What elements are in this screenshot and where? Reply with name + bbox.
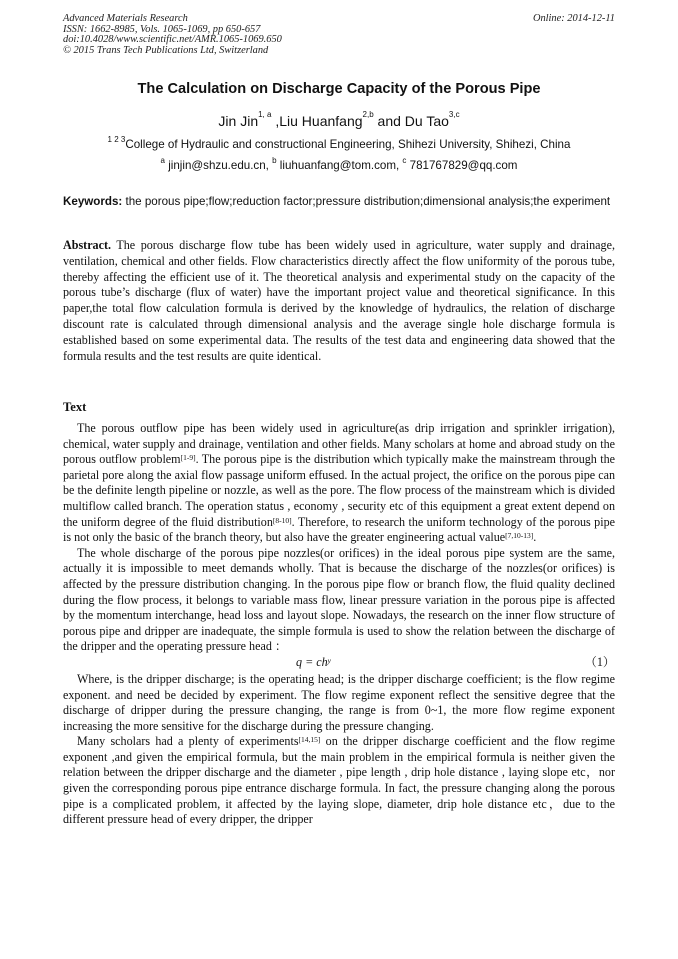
copyright-line: © 2015 Trans Tech Publications Ltd, Switzerland xyxy=(63,44,269,56)
doi-line: doi:10.4028/www.scientific.net/AMR.1065-1069.650 xyxy=(63,34,282,46)
keywords-label: Keywords: xyxy=(63,195,123,208)
email-link[interactable]: liuhuanfang@tom.com, xyxy=(276,159,403,172)
email-sup: a xyxy=(160,156,165,165)
journal-name: Advanced Materials Research xyxy=(63,13,188,24)
citation[interactable]: [1-9] xyxy=(180,453,196,463)
citation[interactable]: [8-10] xyxy=(272,515,292,525)
citation[interactable]: [14,15] xyxy=(298,735,321,745)
author-sup: 1, a xyxy=(258,110,272,119)
citation[interactable]: [7,10-13] xyxy=(505,531,534,541)
abstract-text: The porous discharge flow tube has been widely used in agriculture, water supply and drainage, ventilation, chemical and other fields. Flow characteristics directly affect the flow uniformity of the porous tube, thereby affecting the efficient use of it. The theoretical analysis and experimental study on the capacity of the porous tube’s discharge (flux of water) have the important project value and theoretical significance. In this paper,the total flow calculation formula is derived by the knowledge of hydraulics, the relation of discharge discount rate is calculated through dimensional analysis and the average single hole discharge formula is established based on some experimental data. The results of the test data and engineering data showed that the formula results and the test results are quite identical. xyxy=(63,238,615,363)
equation-exponent: y xyxy=(327,655,332,665)
author-sup: 3,c xyxy=(448,110,460,119)
abstract-label: Abstract. xyxy=(63,238,112,252)
text-run: . xyxy=(533,530,537,545)
email-link[interactable]: jinjin@shzu.edu.cn, xyxy=(164,159,273,172)
equation-number: （1） xyxy=(584,654,615,669)
paragraph xyxy=(63,734,615,828)
author-name: ,Liu Huanfang xyxy=(271,113,363,129)
section-heading: Text xyxy=(63,400,87,414)
online-date: Online: 2014-12-11 xyxy=(532,13,615,24)
affiliation xyxy=(63,135,615,151)
keywords-text: the porous pipe;flow;reduction factor;pressure distribution;dimensional analysis;the experiment xyxy=(122,195,611,208)
paragraph: The whole discharge of the porous pipe nozzles(or orifices) in the ideal porous pipe system are the same, actually it is impossible to meet demands wholly. That is because the discharge of the nozzles(or orifices) is affected by the pressure distribution changing. In the porous pipe flow or branch flow, the fluid quality declined during the flow process, it belongs to variable mass flow, linear pressure variation in the porous pipe is affected by the momentum interchange, head loss and layout slope. Nowadays, the research on the inner flow structure of porous pipe and dripper are inadequate, the simple formula is used to show the relation between the discharge of the dripper and the operating pressure head ： xyxy=(63,545,615,654)
equation-lhs: q = ch xyxy=(296,654,328,669)
keywords xyxy=(63,195,615,209)
author-name: Jin Jin xyxy=(218,113,259,129)
affiliation-sup: 1 2 3 xyxy=(107,135,126,144)
paragraph xyxy=(63,421,615,546)
text-run: on the dripper discharge coefficient and the flow regime exponent ,and given the empirical formula, but the main problem in the empirical formula is neither given the relation between the dripper discharge and the diameter , pipe length , drip hole distance , laying slope etc，nor given the corresponding porous pipe entrance discharge formula. In fact, the pressure changing along the porous pipe is a complicated problem, it affected by the laying slope, diameter, drip hole distance etc，due to the different pressure head of every dripper, the dripper xyxy=(63,734,615,827)
body-text xyxy=(63,421,615,828)
author-list xyxy=(63,110,615,129)
text-run: . Therefore, to research the uniform technology of the porous pipe is not only the basic of the branch theory, but also have the greater engineering actual value xyxy=(63,514,615,545)
abstract xyxy=(63,238,615,364)
email-sup: b xyxy=(272,156,277,165)
email-link[interactable]: 781767829@qq.com xyxy=(406,159,518,172)
equation-formula xyxy=(296,655,331,671)
affiliation-text: College of Hydraulic and constructional Engineering, Shihezi University, Shihezi, China xyxy=(125,138,571,151)
author-name: and Du Tao xyxy=(373,113,449,129)
text-run: . The porous pipe is the distribution which typically make the mainstream through the parietal pore along the axial flow passage uniform effused. In the actual project, the orifice on the porous pipe can be the definite length pipeline or nozzle, as well as the pore. The flow process of the mainstream which is divided multiflow called branch. The operation status , economy , security etc of this equipment a great extent depend on the uniform degree of the fluid distribution xyxy=(63,452,615,529)
text-run: Many scholars had a plenty of experiments xyxy=(77,734,299,749)
equation xyxy=(63,655,615,672)
paragraph: Where, is the dripper discharge; is the operating head; is the dripper discharge coefficient; is the flow regime exponent. and need be decided by experiment. The flow regime exponent reflect the sensitive degree that the discharge of dripper during the pressure changing, the range is from 0~1, the more flow regime exponent increasing the more sensitive for the discharge during the pressure changing. xyxy=(63,671,615,733)
email-sup: c xyxy=(402,156,407,165)
author-sup: 2,b xyxy=(362,110,374,119)
email-list xyxy=(63,156,615,172)
running-header xyxy=(63,14,615,56)
issn-line: ISSN: 1662-8985, Vols. 1065-1069, pp 650-657 xyxy=(63,23,261,35)
text-run: The porous outflow pipe has been widely used in agriculture(as drip irrigation and sprinkler irrigation), chemical, water supply and drainage, ventilation and other fields. Many scholars at home and abroad study on the porous outflow problem xyxy=(63,421,615,467)
paper-title: The Calculation on Discharge Capacity of the Porous Pipe xyxy=(137,81,541,97)
